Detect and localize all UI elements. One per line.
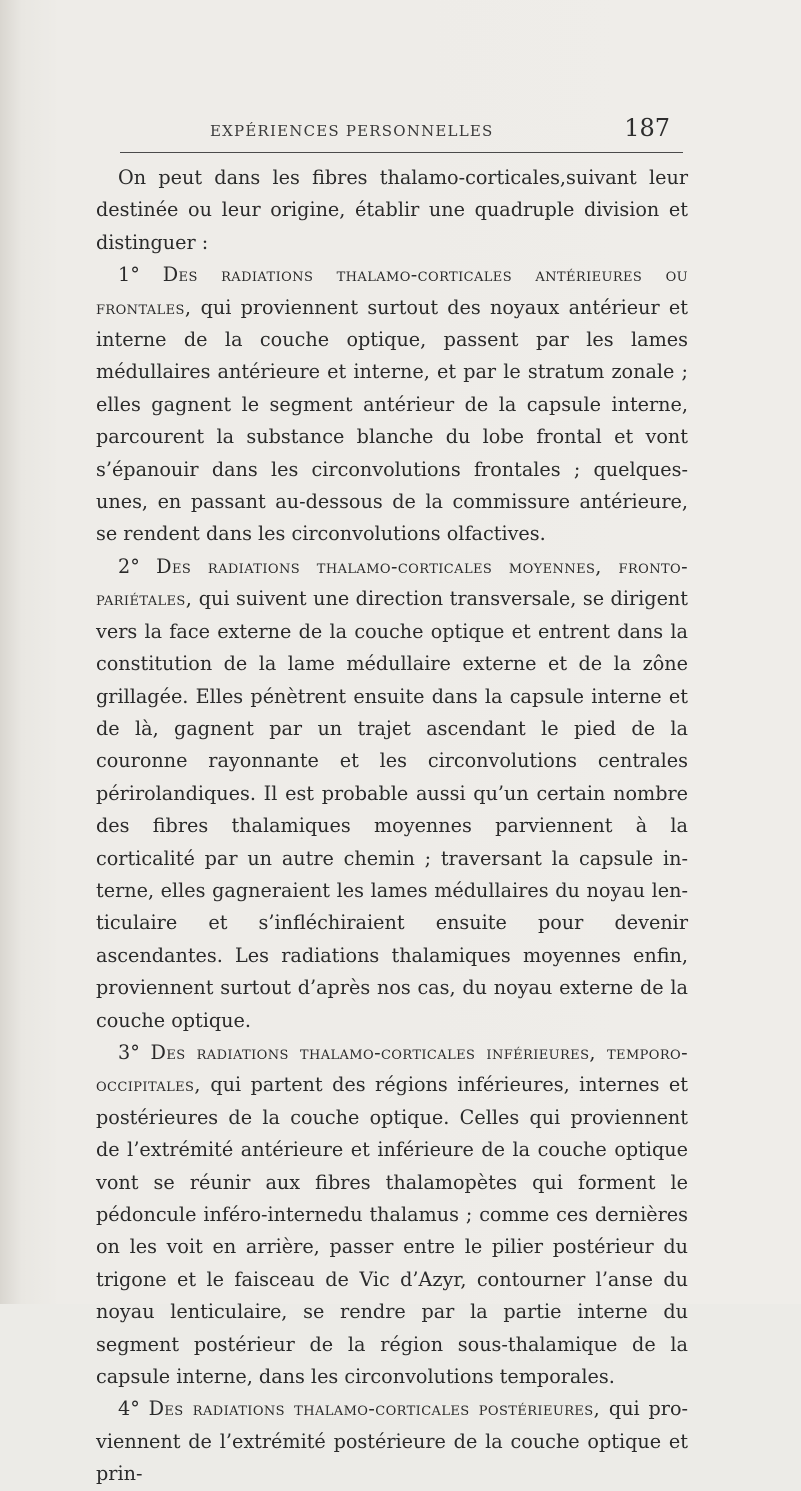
running-head: EXPÉRIENCES PERSONNELLES — [210, 122, 494, 140]
paragraph-number: 4° — [118, 1397, 140, 1421]
paragraph-posterior — [96, 1393, 688, 1490]
paragraph-number: 1° — [118, 263, 140, 287]
paragraph-intro — [96, 162, 688, 259]
paragraph-text: On peut dans les fibres thalamo-corticales,suivant leur destinée ou leur origine, établir une quadruple division et distinguer : — [96, 166, 688, 254]
section-heading: Des radiations thalamo-corticales postérieures, — [148, 1397, 601, 1421]
section-heading: Des radiations thalamo-corticales antérieures ou frontales, — [96, 263, 688, 319]
paragraph-number: 3° — [118, 1040, 140, 1064]
body-text — [96, 162, 688, 1491]
paragraph-temporo-occipital — [96, 1037, 688, 1393]
paragraph-text: qui proviennent surtout des noyaux antérieur et interne de la couche optique, passent par les lames médullaires antérieure et interne, et par le stratum zonale ; elles gagnent le segment antérieur de la capsule interne, parcourent la substance blanche du lobe frontal et vont s’épanouir dans les circonvolutions frontales ; quelques-unes, en passant au-dessous de la commissure antérieure, se rendent dans les circonvolutions olfactives. — [96, 295, 688, 546]
section-heading: Des radiations thalamo-corticales inférieures, temporo-occipitales, — [96, 1040, 688, 1097]
paragraph-number: 2° — [118, 554, 140, 578]
header-rule — [120, 152, 683, 153]
paragraph-frontal — [96, 259, 688, 551]
page-number: 187 — [624, 114, 670, 142]
paragraph-fronto-parietal — [96, 551, 688, 1037]
paragraph-text: qui suivent une direction transversale, se dirigent vers la face externe de la couche optique et entrent dans la constitution de la lame médullaire externe et de la zône grillagée. Elles pénètrent ensuite dans la capsule interne et de là, gagnent par un trajet ascendant le pied de la couronne rayonnante et les circonvolutions centrales périrolandiques. Il est probable aussi qu’un certain nombre des fibres thalamiques moyennes parviennent à la corticalité par un autre chemin ; traversant la capsule interne, elles gagneraient les lames médullaires du noyau lenticulaire et s’infléchiraient ensuite pour devenir ascendantes. Les radiations thalamiques moyennes enfin, proviennent surtout d’après nos cas, du noyau externe de la couche optique. — [96, 587, 688, 1032]
paragraph-text: qui partent des régions inférieures, internes et postérieures de la couche optique. Celles qui proviennent de l’extrémité antérieure et inférieure de la couche optique vont se réunir aux fibres thalamopètes qui forment le pédoncule inféro-internedu thalamus ; comme ces dernières on les voit en arrière, passer entre le pilier postérieur du trigone et le faisceau de Vic d’Azyr, contourner l’anse du noyau lenticulaire, se rendre par la partie interne du segment postérieur de la région sous-thalamique de la capsule interne, dans les circonvolutions temporales. — [96, 1073, 688, 1389]
paragraph-text: qui proviennent de l’extrémité postérieure de la couche optique et prin- — [96, 1397, 688, 1486]
page-header — [210, 114, 670, 148]
section-heading: Des radiations thalamo-corticales moyennes, fronto-pariétales, — [96, 554, 688, 611]
